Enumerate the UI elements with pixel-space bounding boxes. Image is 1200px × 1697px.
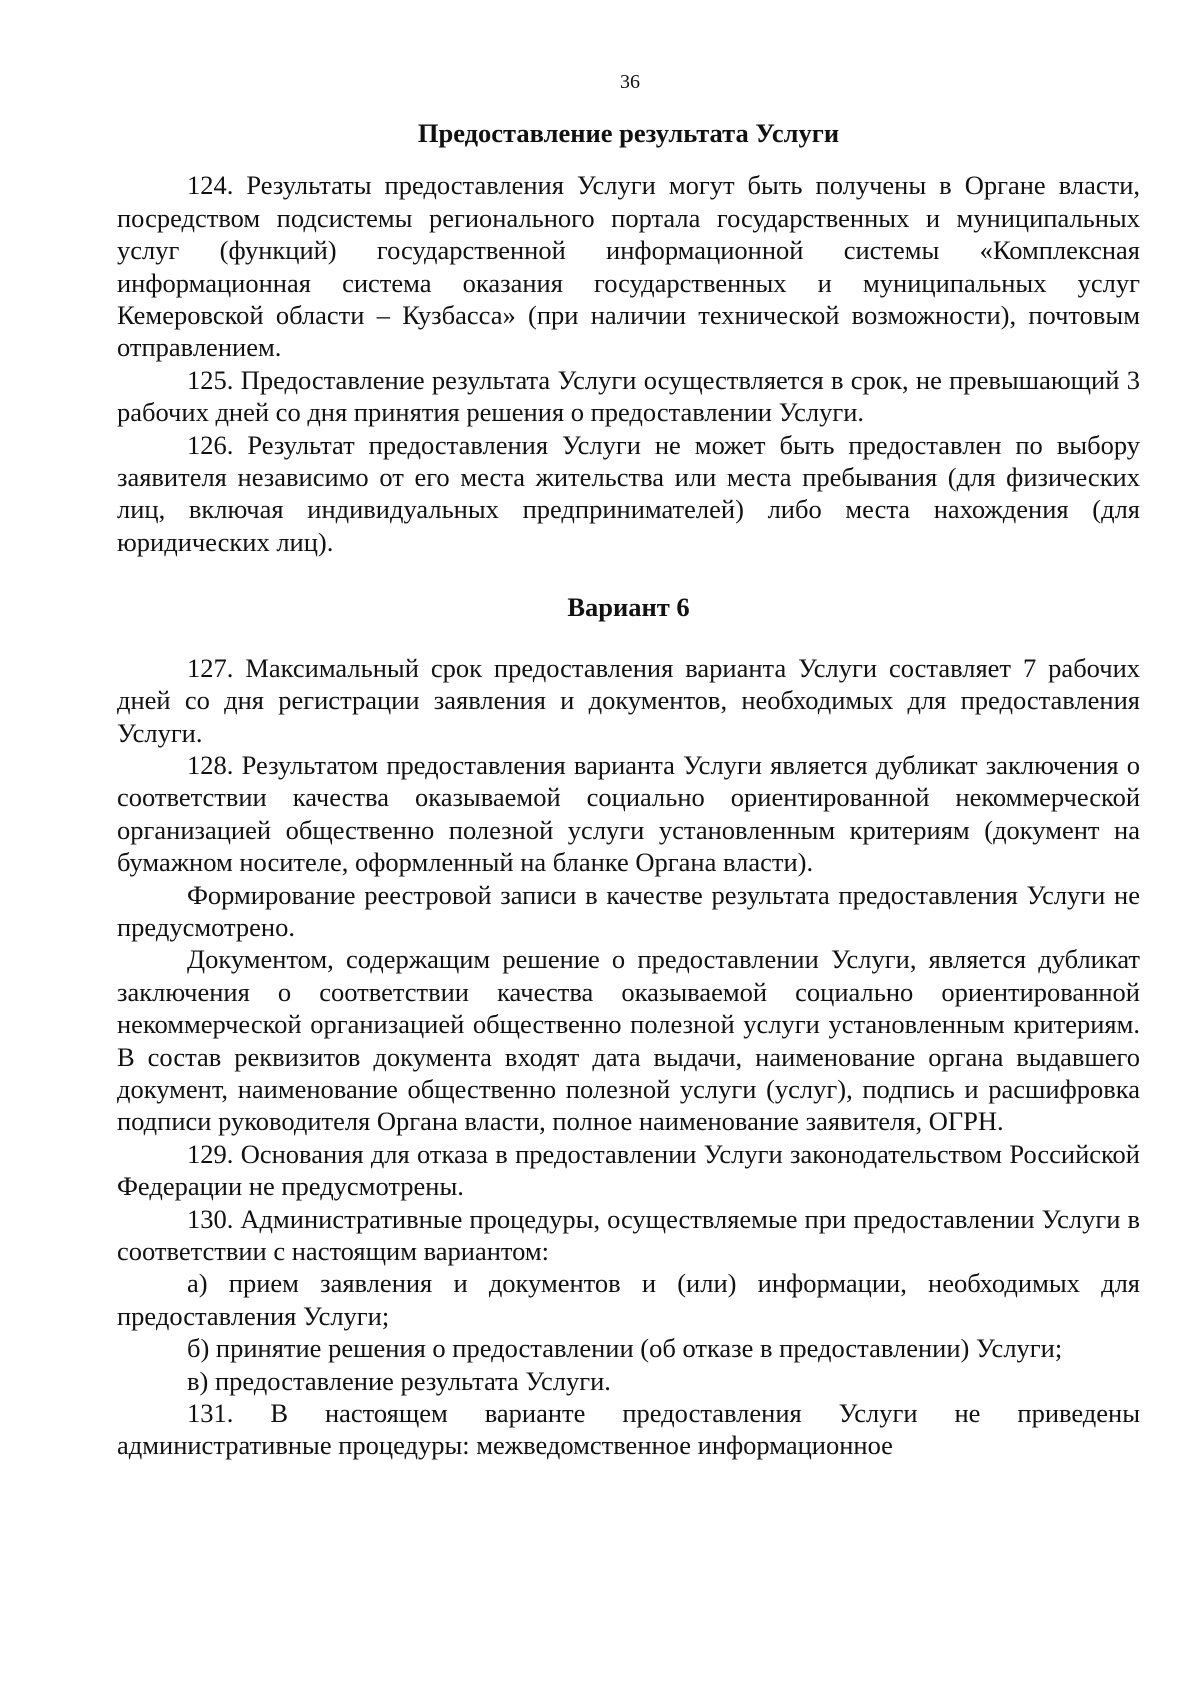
- paragraph-126: 126. Результат предоставления Услуги не может быть предоставлен по выбору заявителя независимо от его места жительства или места пребывания (для физических лиц, включая индивидуальных предпринимателей) либо места нахождения (для юридических лиц).: [117, 429, 1140, 557]
- document-body: [117, 117, 1140, 1462]
- paragraph-125: 125. Предоставление результата Услуги осуществляется в срок, не превышающий 3 рабочих дней со дня принятия решения о предоставлении Услуги.: [117, 364, 1140, 428]
- paragraph-registry-record: Формирование реестровой записи в качестве результата предоставления Услуги не предусмотрено.: [117, 879, 1140, 942]
- list-item-b: б) принятие решения о предоставлении (об отказе в предоставлении) Услуги;: [187, 1333, 1063, 1364]
- paragraph-131: 131. В настоящем варианте предоставления Услуги не приведены административные процедуры: межведомственное информационное: [117, 1398, 1140, 1461]
- paragraph-130: 130. Административные процедуры, осуществляемые при предоставлении Услуги в соответствии с настоящим вариантом:: [117, 1203, 1140, 1266]
- paragraph-128: 128. Результатом предоставления варианта Услуги является дубликат заключения о соответствии качества оказываемой социально ориентированной некоммерческой организацией общественно полезной услуги установленным критериям (документ на бумажном носителе, оформленный на бланке Органа власти).: [117, 749, 1140, 878]
- list-item-a: а) прием заявления и документов и (или) информации, необходимых для предоставления Услуги;: [117, 1268, 1140, 1331]
- page-number: 36: [620, 71, 640, 93]
- paragraph-decision-document: Документом, содержащим решение о предоставлении Услуги, является дубликат заключения о соответствии качества оказываемой социально ориентированной некоммерческой организацией общественно полезной услуги установленным критериям. В состав реквизитов документа входят дата выдачи, наименование органа выдавшего документ, наименование общественно полезной услуги (услуг), подпись и расшифровка подписи руководителя Органа власти, полное наименование заявителя, ОГРН.: [117, 944, 1140, 1137]
- paragraph-124: 124. Результаты предоставления Услуги могут быть получены в Органе власти, посредством подсистемы регионального портала государственных и муниципальных услуг (функций) государственной информационной системы «Комплексная информационная система оказания государственных и муниципальных услуг Кемеровской области – Кузбасса» (при наличии технической возможности), почтовым отправлением.: [117, 170, 1140, 363]
- section-heading-result: Предоставление результата Услуги: [417, 118, 840, 148]
- paragraph-127: 127. Максимальный срок предоставления варианта Услуги составляет 7 рабочих дней со дня регистрации заявления и документов, необходимых для предоставления Услуги.: [117, 652, 1140, 748]
- paragraph-129: 129. Основания для отказа в предоставлении Услуги законодательством Российской Федерации не предусмотрены.: [117, 1138, 1140, 1202]
- list-item-v: в) предоставление результата Услуги.: [187, 1365, 611, 1396]
- section-heading-variant-6: Вариант 6: [567, 592, 690, 623]
